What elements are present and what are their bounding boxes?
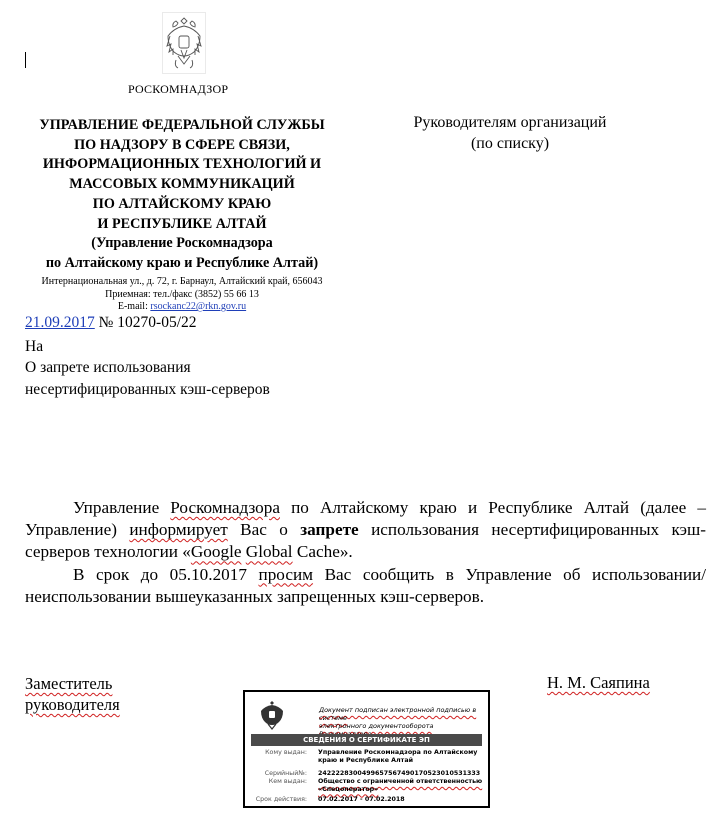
recipient-block <box>380 112 640 154</box>
phone-line: Приемная: тел./факс (3852) 55 66 13 <box>105 288 259 300</box>
russian-coat-of-arms-icon <box>162 12 206 74</box>
signer-position-line: Заместитель <box>25 674 113 693</box>
org-line: по Алтайскому краю и Республике Алтай) <box>45 254 319 271</box>
serial-label: Серийный№: <box>264 770 307 777</box>
organization-contacts <box>26 276 338 314</box>
letter-subject <box>25 357 270 401</box>
issued-by-label: Кем выдан: <box>268 778 307 785</box>
reply-to-label: На <box>25 338 44 355</box>
serial-value: 2422228300499657567490170523010531333 <box>318 770 481 777</box>
issued-to-value: Управление Роскомнадзора по Алтайскому краю и Республике Алтай <box>318 749 478 764</box>
issued-to-label: Кому выдан: <box>265 749 307 756</box>
signer-position-line: руководителя <box>25 695 120 714</box>
small-coat-of-arms-icon <box>259 700 285 730</box>
subject-line: несертифицированных кэш-серверов <box>25 381 270 398</box>
validity-value: 07.02.2017 - 07.02.2018 <box>318 796 405 803</box>
org-line: УПРАВЛЕНИЕ ФЕДЕРАЛЬНОЙ СЛУЖБЫ <box>39 117 325 133</box>
issued-by-value: Общество с ограниченной ответственностью «Спецоператор» <box>318 778 483 793</box>
email-link[interactable]: rsockanc22@rkn.gov.ru <box>150 301 247 312</box>
subject-line: О запрете использования <box>25 359 191 376</box>
stamp-title: СВЕДЕНИЯ О СЕРТИФИКАТЕ ЭП <box>251 734 482 746</box>
organization-header <box>26 116 338 274</box>
org-line: МАССОВЫХ КОММУНИКАЦИЙ <box>69 176 295 193</box>
body-paragraph: В срок до 05.10.2017 просим Вас сообщить в Управление об использовании/неиспользовании вышеуказанных запрещенных кэш-серверов. <box>25 564 706 606</box>
address-line: Интернациональная ул., д. 72, г. Барнаул, Алтайский край, 656043 <box>41 276 323 287</box>
email-line <box>26 301 338 314</box>
validity-label: Срок действия: <box>255 796 307 803</box>
org-line: ПО АЛТАЙСКОМУ КРАЮ <box>92 195 272 212</box>
body-paragraph: Управление Роскомнадзора по Алтайскому краю и Республике Алтай (далее – Управление) информирует Вас о запрете использования несертифицированных кэш-серверов технологии «Google Global Cache». <box>25 498 707 562</box>
recipient-line: Руководителям организаций <box>413 114 607 131</box>
org-line: И РЕСПУБЛИКЕ АЛТАЙ <box>97 215 267 232</box>
stamp-header-line: Документ подписан электронной подписью в системе <box>319 706 477 722</box>
text-cursor <box>25 52 26 68</box>
letter-body <box>25 497 706 608</box>
e-signature-stamp <box>243 690 490 808</box>
registration-number: № 10270-05/22 <box>94 314 197 331</box>
org-line: ПО НАДЗОРУ В СФЕРЕ СВЯЗИ, <box>74 136 290 153</box>
signer-name: Н. М. Саяпина <box>547 673 650 692</box>
org-line: ИНФОРМАЦИОННЫХ ТЕХНОЛОГИЙ И <box>42 156 322 173</box>
email-label: E-mail: <box>117 301 151 312</box>
agency-short-name: РОСКОМНАДЗОР <box>128 82 229 96</box>
registration-line <box>25 314 197 332</box>
registration-date[interactable]: 21.09.2017 <box>25 314 95 331</box>
recipient-line: (по списку) <box>470 135 550 152</box>
signer-position <box>25 673 120 715</box>
stamp-header-line: электронного документооборота <box>319 722 434 730</box>
org-line: (Управление Роскомнадзора <box>91 235 273 252</box>
